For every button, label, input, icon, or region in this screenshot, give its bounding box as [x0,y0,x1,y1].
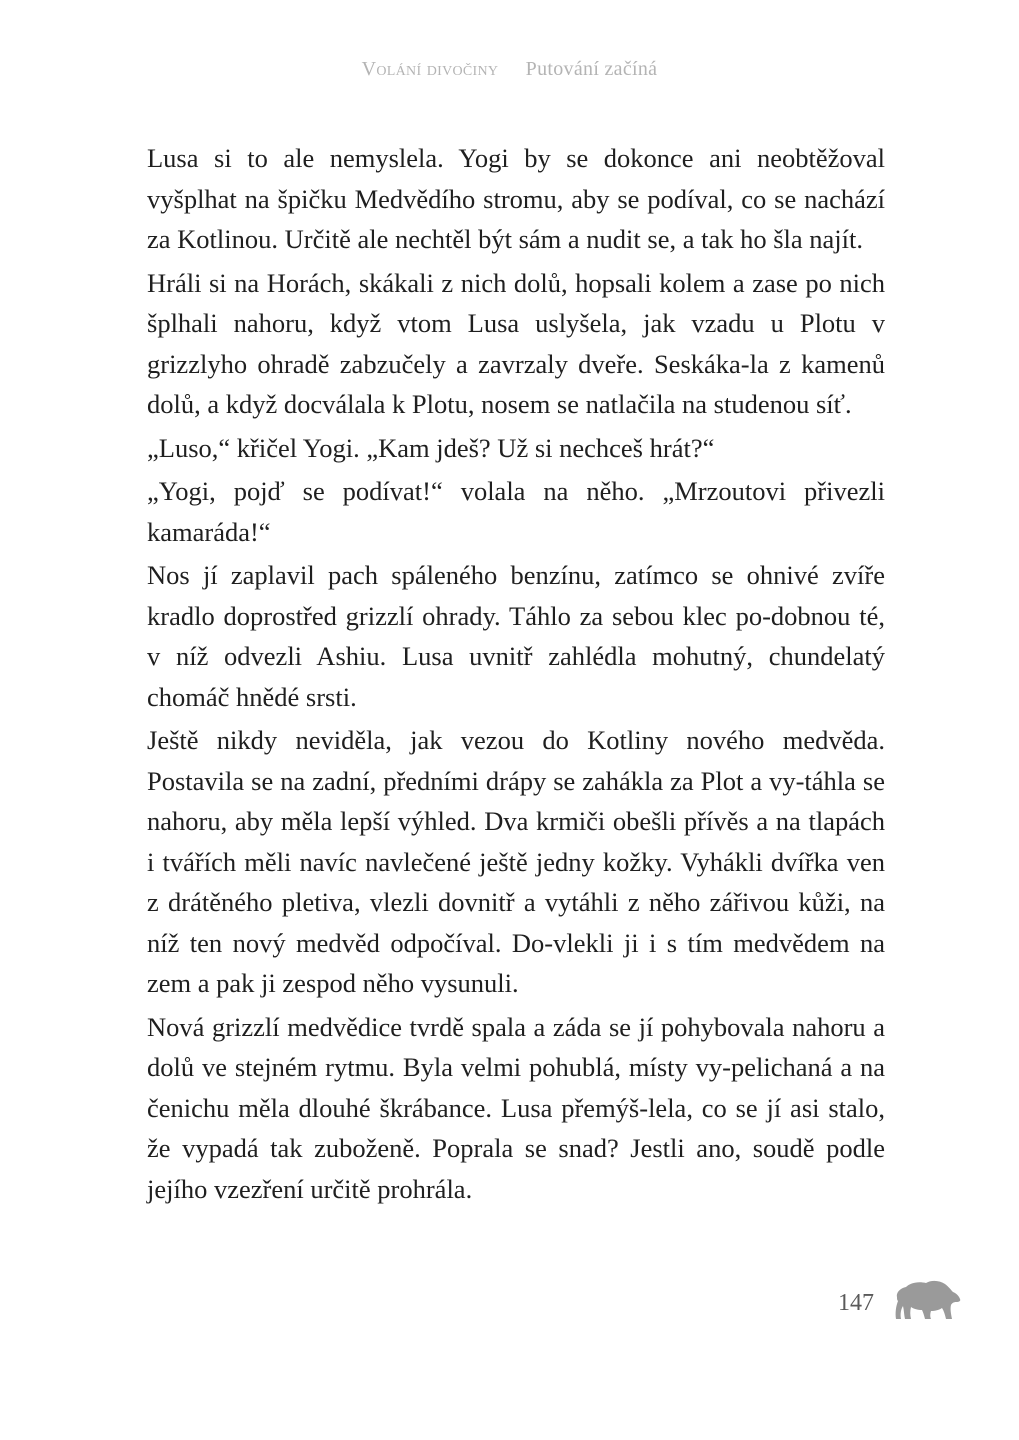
paragraph: Ještě nikdy neviděla, jak vezou do Kotliny nového medvěda. Postavila se na zadní, předními drápy se zahákla za Plot a vy-táhla se nahoru, aby měla lepší výhled. Dva krmiči obešli přívěs a na tlapách i tvářích měli navíc navlečené ještě jedny kožky. Vyhákli dvířka ven z drátěného pletiva, vlezli dovnitř a vytáhli z něho zářivou kůži, na níž ten nový medvěd odpočíval. Do-vlekli ji i s tím medvědem na zem a pak ji zespod něho vysunuli. [147,725,885,998]
book-title: Volání divočiny [361,58,499,80]
paragraph: „Luso,“ křičel Yogi. „Kam jdeš? Už si nechceš hrát?“ [147,432,715,463]
body-text [147,138,885,1212]
paragraph: Lusa si to ale nemyslela. Yogi by se dokonce ani neobtěžoval vyšplhat na špičku Medvědího stromu, aby se podíval, co se nachází za Kotlinou. Určitě ale nechtěl být sám a nudit se, a tak ho šla najít. [147,143,885,254]
chapter-title: Putování začíná [525,58,658,80]
paragraph: Nová grizzlí medvědice tvrdě spala a záda se jí pohybovala nahoru a dolů ve stejném rytmu. Byla velmi pohublá, místy vy-pelichaná a na čenichu měla dlouhé škrábance. Lusa přemýš-lela, co se jí asi stalo, že vypadá tak zuboženě. Poprala se snad? Jestli ano, soudě podle jejího vzezření určitě prohrála. [147,1011,885,1204]
paragraph: „Yogi, pojď se podívat!“ volala na něho. „Mrzoutovi přivezli kamaráda!“ [147,476,885,547]
page-number: 147 [838,1290,874,1316]
paragraph: Hráli si na Horách, skákali z nich dolů, hopsali kolem a zase po nich šplhali nahoru, když vtom Lusa uslyšela, jak vzadu u Plotu v grizzlyho ohradě zabzučely a zavrzaly dveře. Seskáka-la z kamenů dolů, a když docválala k Plotu, nosem se natlačila na studenou síť. [147,267,885,419]
running-head [0,58,1019,81]
bear-icon [893,1275,963,1325]
paragraph: Nos jí zaplavil pach spáleného benzínu, zatímco se ohnivé zvíře kradlo doprostřed grizzlí ohrady. Táhlo za sebou klec po-dobnou té, v níž odvezli Ashiu. Lusa uvnitř zahlédla mohutný, chundelatý chomáč hnědé srsti. [147,560,885,712]
